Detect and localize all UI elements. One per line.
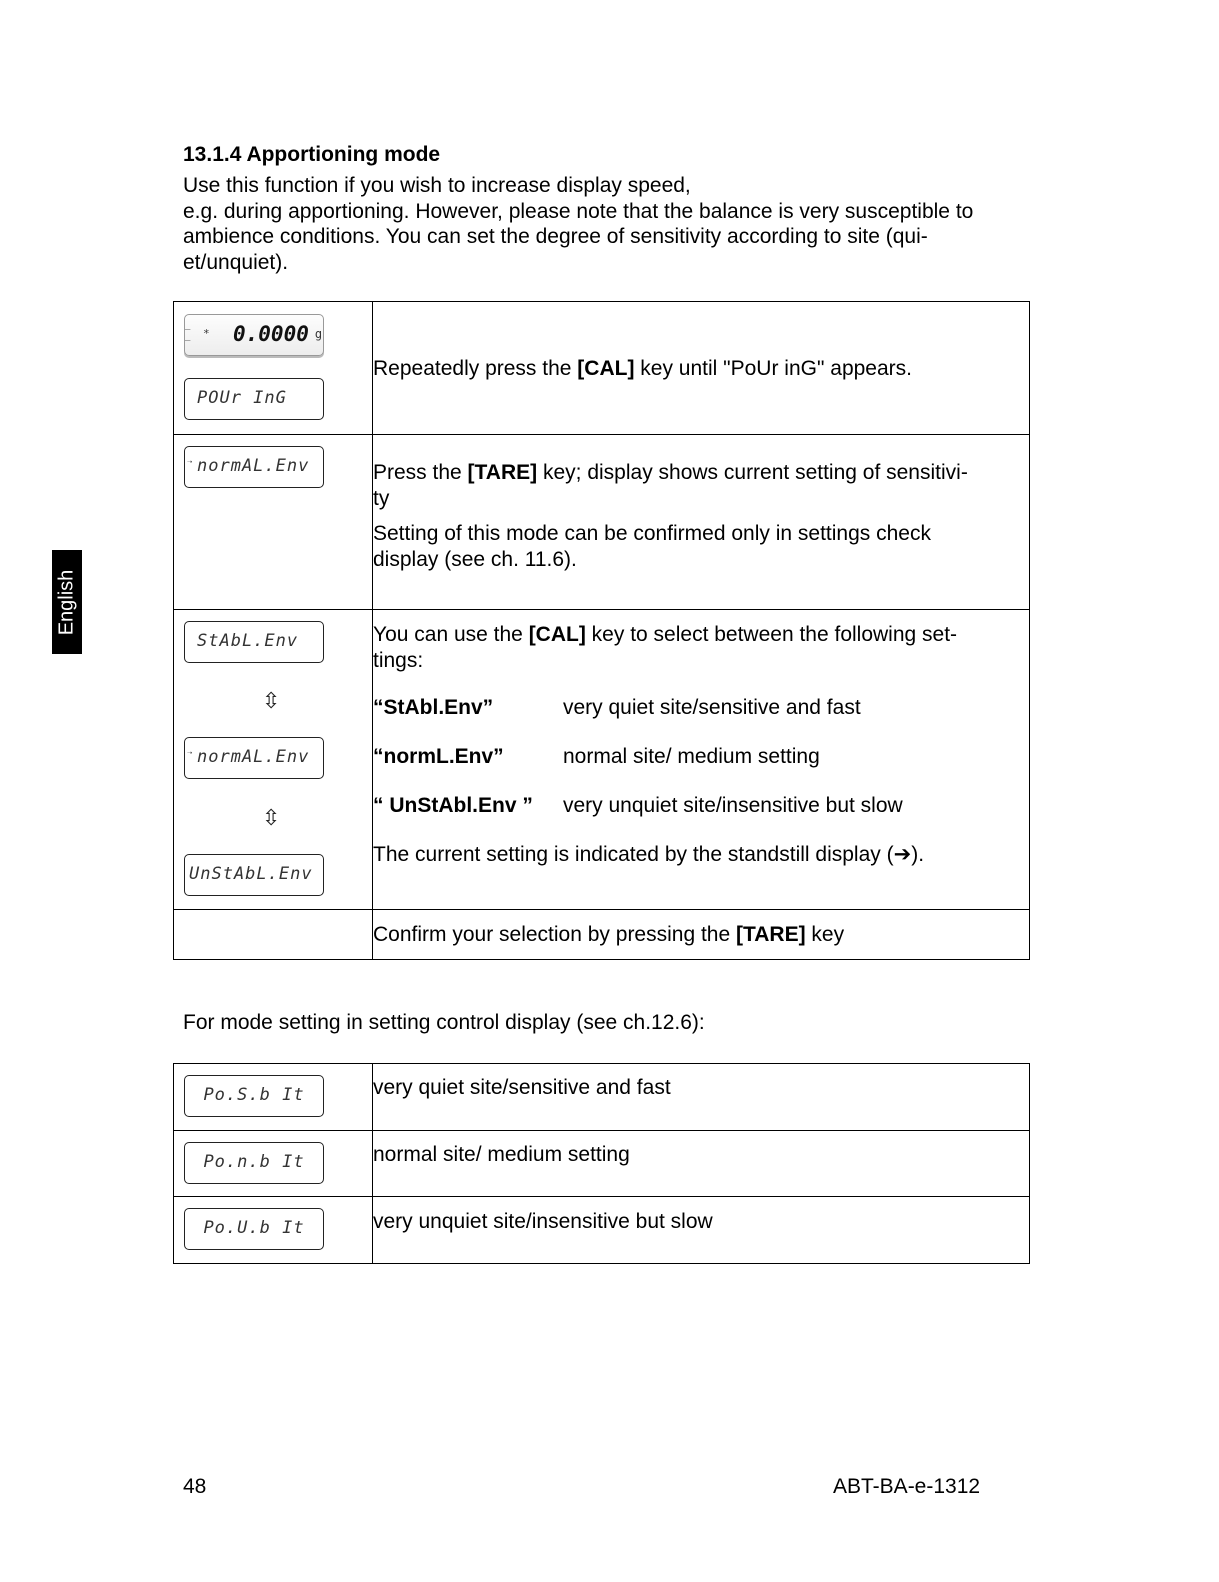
display-cell <box>174 1197 373 1264</box>
tare-key-label: [TARE] <box>467 461 538 484</box>
option-row <box>373 793 1029 818</box>
mode-row <box>174 1064 1030 1131</box>
standstill-arrow-icon: ➔ <box>893 843 912 866</box>
instruction-cell <box>373 910 1030 960</box>
instruction-text: Confirm your selection by pressing the <box>373 922 736 946</box>
current-setting-text: The current setting is indicated by the standstill display (➔). <box>373 843 925 866</box>
option-row <box>373 744 1029 769</box>
mode-display-text: Po.U.b It <box>203 1218 305 1239</box>
normal-env-display <box>184 446 324 488</box>
normal-env-display-text: normAL.Env <box>197 456 310 477</box>
mode-display <box>184 1075 324 1117</box>
option-name: “normL.Env” <box>373 745 504 768</box>
mode-setting-intro: For mode setting in setting control display (see ch.12.6): <box>183 1011 705 1034</box>
intro-line: ambience conditions. You can set the degree of sensitivity according to site (qui- <box>183 225 928 249</box>
up-down-arrow-icon: ⇳ <box>262 805 281 830</box>
mode-row <box>174 1197 1030 1264</box>
note-text: display (see ch. 11.6). <box>373 547 577 571</box>
marker-icon: * <box>203 327 211 340</box>
normal-env-display <box>184 737 324 779</box>
language-tab-label: English <box>55 569 78 635</box>
mode-desc: very unquiet site/insensitive but slow <box>373 1197 1030 1264</box>
mode-display-text: Po.S.b It <box>203 1085 305 1106</box>
instruction-cell <box>373 435 1030 610</box>
empty-cell <box>174 910 373 960</box>
pouring-display-text: POUr InG <box>197 388 287 409</box>
instruction-cell <box>373 302 1030 435</box>
option-name: “ UnStAbl.Env ” <box>373 794 533 817</box>
display-cell <box>174 610 373 910</box>
mode-setting-table <box>173 1063 1030 1264</box>
display-cell <box>174 435 373 610</box>
unstable-env-display <box>184 854 324 896</box>
mode-display <box>184 1208 324 1250</box>
step-row-current-setting <box>174 435 1030 610</box>
instruction-text-wrap: tings: <box>373 648 424 672</box>
language-tab <box>52 550 82 654</box>
ticks-icon: – – <box>185 325 192 346</box>
option-desc: normal site/ medium setting <box>563 745 820 768</box>
document-code: ABT-BA-e-1312 <box>833 1475 981 1498</box>
unstable-env-display-text: UnStAbL.Env <box>189 864 313 885</box>
normal-env-display-text: normAL.Env <box>197 747 310 768</box>
stable-env-display-text: StAbL.Env <box>197 631 299 652</box>
instruction-text: Repeatedly press the <box>373 357 578 380</box>
cal-key-label: [CAL] <box>528 623 586 646</box>
display-cell <box>174 302 373 435</box>
instruction-text-wrap: ty <box>373 486 390 510</box>
cal-key-label: [CAL] <box>577 357 635 380</box>
intro-line: et/unquiet). <box>183 251 289 275</box>
section-intro <box>183 173 1043 276</box>
instruction-cell <box>373 610 1030 910</box>
section-heading: 13.1.4 Apportioning mode <box>183 143 441 166</box>
step-row-confirm <box>174 910 1030 960</box>
step-row-select-setting <box>174 610 1030 910</box>
option-desc: very quiet site/sensitive and fast <box>563 696 861 719</box>
instruction-text: key until "PoUr inG" appears. <box>634 357 912 380</box>
mode-desc: normal site/ medium setting <box>373 1131 1030 1197</box>
page-number: 48 <box>183 1475 207 1498</box>
instruction-text: Press the [TARE] key; display shows current setting of sensitivi- <box>373 461 968 484</box>
weight-display <box>184 314 324 356</box>
tare-key-label: [TARE] <box>736 922 806 946</box>
intro-line: e.g. during apportioning. However, please note that the balance is very susceptible to <box>183 199 974 223</box>
mode-desc: very quiet site/sensitive and fast <box>373 1064 1030 1131</box>
mode-display <box>184 1142 324 1184</box>
option-row <box>373 695 1029 720</box>
pouring-display <box>184 378 324 420</box>
standstill-icon: ➝ <box>187 458 194 468</box>
weight-unit: g <box>314 327 324 342</box>
mode-row <box>174 1131 1030 1197</box>
note-text: Setting of this mode can be confirmed only in settings check <box>373 522 931 545</box>
steps-table <box>173 301 1030 960</box>
display-cell <box>174 1131 373 1197</box>
standstill-icon: ➝ <box>187 749 194 759</box>
option-desc: very unquiet site/insensitive but slow <box>563 794 903 817</box>
instruction-text: key <box>805 922 845 946</box>
weight-value: 0.0000 <box>233 322 309 347</box>
intro-line: Use this function if you wish to increase display speed, <box>183 174 691 197</box>
option-name: “StAbl.Env” <box>373 696 494 719</box>
step-row-pour-ing <box>174 302 1030 435</box>
mode-display-text: Po.n.b It <box>203 1152 305 1173</box>
up-down-arrow-icon: ⇳ <box>262 688 281 713</box>
stable-env-display <box>184 621 324 663</box>
instruction-text: You can use the [CAL] key to select between the following set- <box>373 623 958 646</box>
display-cell <box>174 1064 373 1131</box>
